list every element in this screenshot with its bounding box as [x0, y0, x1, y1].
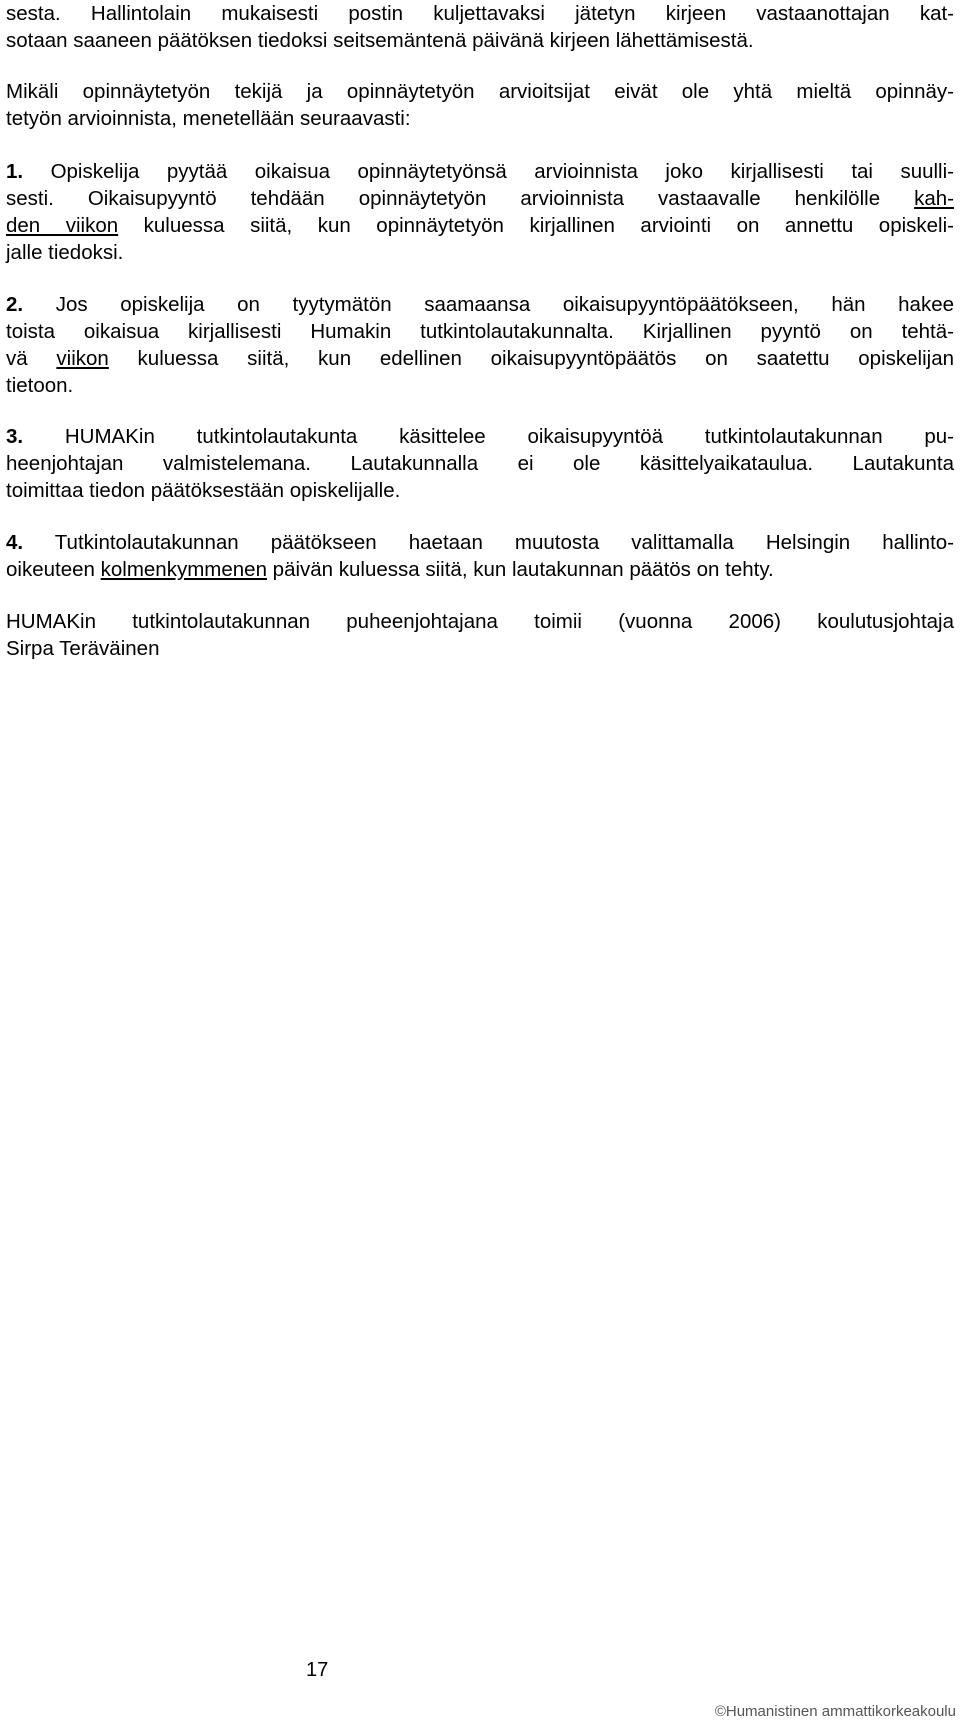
text-line: Mikäli opinnäytetyön tekijä ja opinnäytetyön arvioitsijat eivät ole yhtä mieltä opinnäy-: [6, 80, 954, 103]
step-3-paragraph: [6, 423, 954, 504]
step-number: 3.: [6, 425, 24, 448]
text-line: jalle tiedoksi.: [6, 241, 124, 264]
text-segment: oikeuteen: [6, 558, 95, 581]
text-line: HUMAKin tutkintolautakunnan puheenjohtajana toimii (vuonna 2006) koulutusjohtaja: [6, 610, 954, 633]
step-number: 2.: [6, 293, 24, 316]
text-line: [6, 212, 954, 239]
chairperson-paragraph: [6, 608, 954, 662]
text-segment: päivän kuluessa siitä, kun lautakunnan päätös on tehty.: [272, 558, 774, 581]
footer-copyright: ©Humanistinen ammattikorkeakoulu: [714, 1703, 956, 1720]
step-number: 4.: [6, 531, 24, 554]
text-line: [6, 185, 954, 212]
page-number: 17: [306, 1659, 329, 1681]
text-segment: Tutkintolautakunnan päätökseen haetaan muutosta valittamalla Helsingin hallinto-: [54, 531, 955, 554]
text-segment: sesti. Oikaisupyyntö tehdään opinnäytetyön arvioinnista vastaavalle henkilölle: [6, 187, 881, 210]
text-line: sesta. Hallintolain mukaisesti postin kuljettavaksi jätetyn kirjeen vastaanottajan kat-: [6, 2, 954, 25]
underlined-deadline: den viikon: [6, 214, 119, 237]
underlined-deadline: kah-: [914, 187, 954, 210]
step-2-paragraph: [6, 291, 954, 399]
text-segment: Jos opiskelija on tyytymätön saamaansa oikaisupyyntöpäätökseen, hän hakee: [55, 293, 954, 316]
step-4-paragraph: [6, 529, 954, 583]
step-1-paragraph: [6, 158, 954, 266]
text-segment: HUMAKin tutkintolautakunta käsittelee oikaisupyyntöä tutkintolautakunnan pu-: [64, 425, 954, 448]
text-segment: vä: [6, 347, 28, 370]
text-line: [6, 529, 954, 556]
underlined-deadline: kolmenkymmenen: [100, 558, 267, 581]
text-line: sotaan saaneen päätöksen tiedoksi seitsemäntenä päivänä kirjeen lähettämisestä.: [6, 29, 754, 52]
intro-paragraph: [6, 0, 954, 54]
text-line: [6, 345, 954, 372]
text-line: [6, 291, 954, 318]
text-line: [6, 158, 954, 185]
text-line: heenjohtajan valmistelemana. Lautakunnalla ei ole käsittelyaikataulua. Lautakunta: [6, 452, 954, 475]
disagreement-paragraph: [6, 78, 954, 132]
text-line: [6, 423, 954, 450]
step-number: 1.: [6, 160, 24, 183]
underlined-deadline: viikon: [56, 347, 109, 370]
text-line: toista oikaisua kirjallisesti Humakin tutkintolautakunnalta. Kirjallinen pyyntö on tehtä-: [6, 320, 954, 343]
text-segment: Opiskelija pyytää oikaisua opinnäytetyönsä arvioinnista joko kirjallisesti tai suulli-: [50, 160, 954, 183]
text-segment: kuluessa siitä, kun opinnäytetyön kirjallinen arviointi on annettu opiskeli-: [143, 214, 954, 237]
text-line: toimittaa tiedon päätöksestään opiskelijalle.: [6, 479, 401, 502]
text-segment: kuluessa siitä, kun edellinen oikaisupyyntöpäätös on saatettu opiskelijan: [137, 347, 955, 370]
text-line: [6, 556, 954, 583]
text-line: tetyön arvioinnista, menetellään seuraavasti:: [6, 107, 411, 130]
text-line: Sirpa Teräväinen: [6, 637, 160, 660]
text-line: tietoon.: [6, 374, 74, 397]
